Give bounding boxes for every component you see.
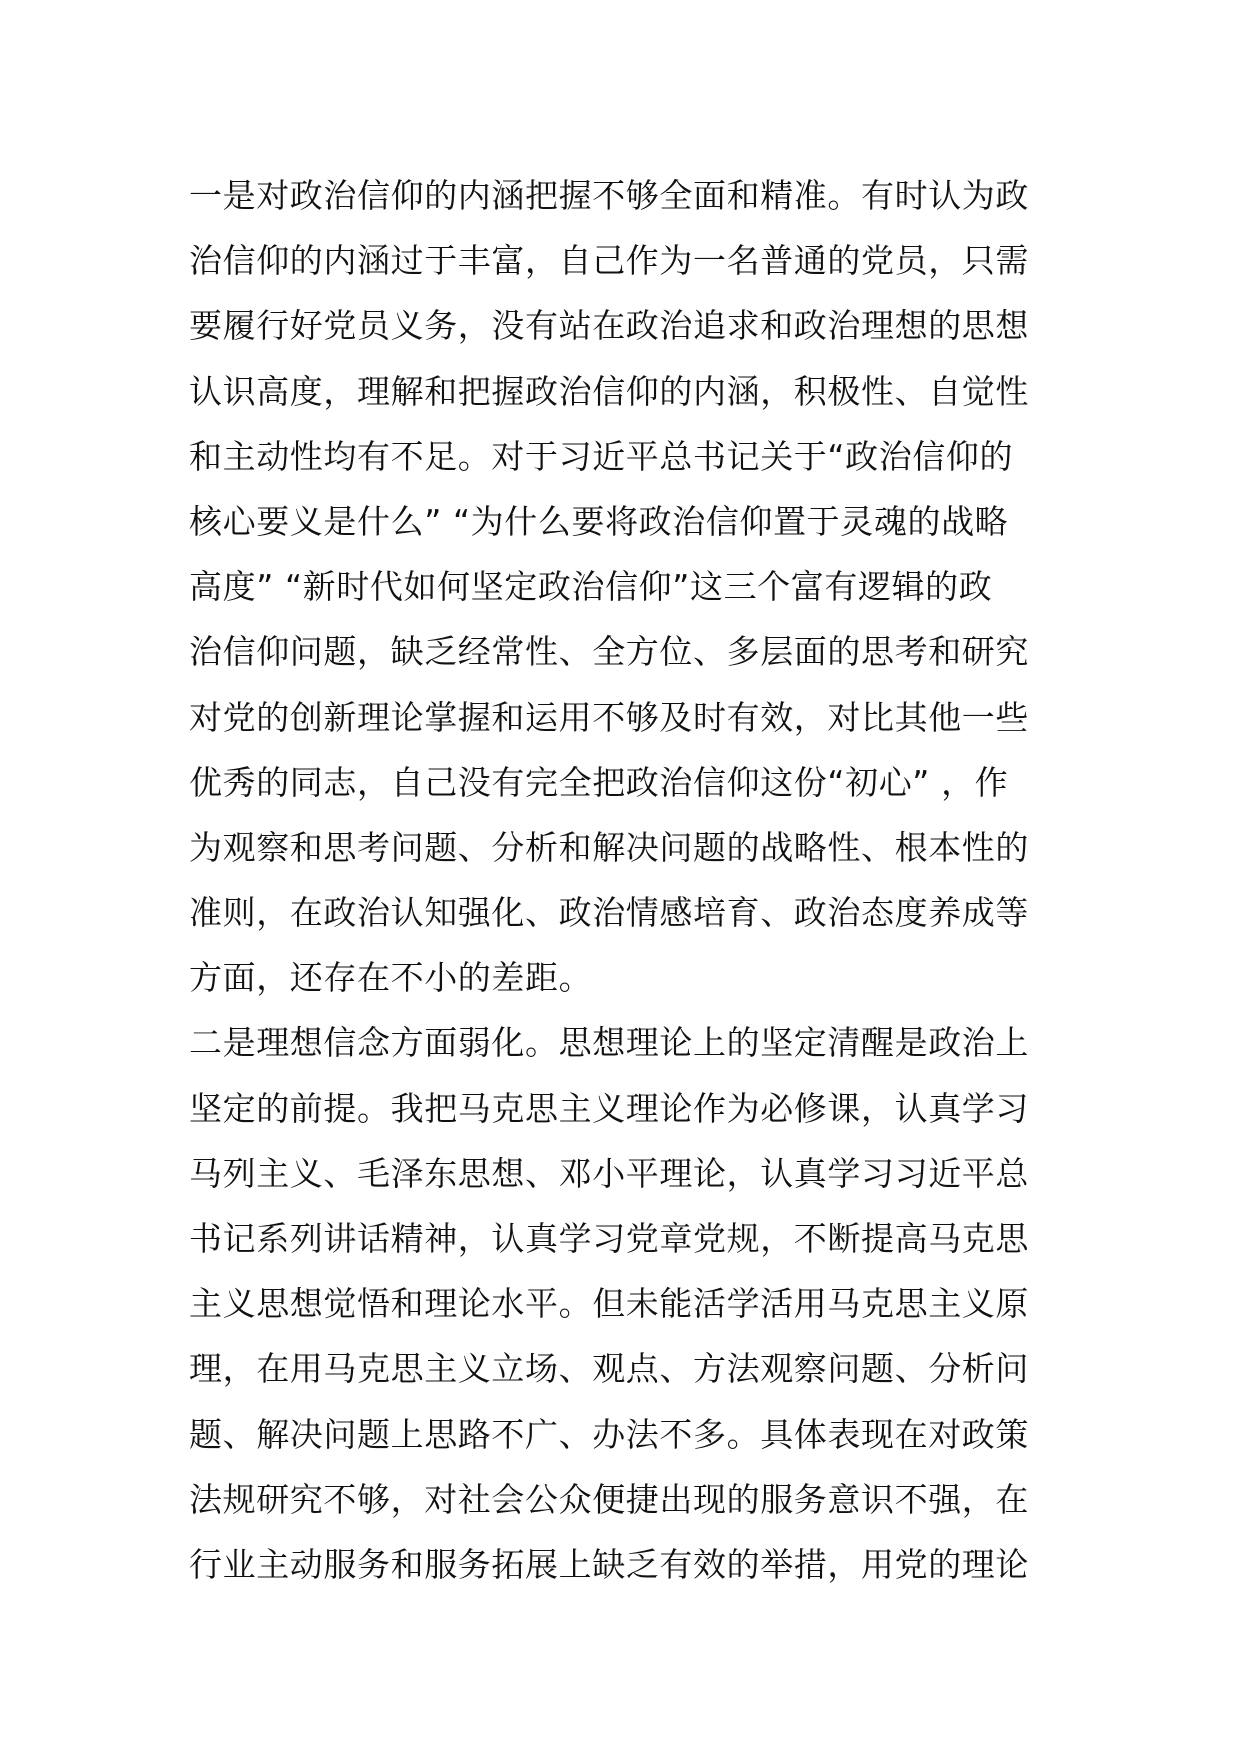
body-text (189, 163, 1069, 1597)
text-line: 理，在用马克思主义立场、观点、方法观察问题、分析问 (189, 1349, 1029, 1389)
text-line: 一是对政治信仰的内涵把握不够全面和精准。有时认为政 (189, 176, 1029, 215)
text-line: 题、解决问题上思路不广、办法不多。具体表现在对政策 (189, 1414, 1029, 1454)
text-line: 治信仰的内涵过于丰富，自己作为一名普通的党员，只需 (189, 241, 1029, 281)
text-line: 马列主义、毛泽东思想、邓小平理论，认真学习习近平总 (189, 1153, 1029, 1193)
text-line: 高度” “新时代如何坚定政治信仰”这三个富有逻辑的政 (189, 567, 993, 607)
text-line: 坚定的前提。我把马克思主义理论作为必修课，认真学习 (189, 1088, 1029, 1128)
text-line: 行业主动服务和服务拓展上缺乏有效的举措，用党的理论 (189, 1544, 1029, 1584)
text-line: 为观察和思考问题、分析和解决问题的战略性、根本性的 (189, 827, 1029, 867)
text-line: 书记系列讲话精神，认真学习党章党规，不断提高马克思 (189, 1219, 1029, 1258)
text-line: 认识高度，理解和把握政治信仰的内涵，积极性、自觉性 (189, 371, 1029, 411)
text-line: 要履行好党员义务，没有站在政治追求和政治理想的思想 (189, 306, 1029, 346)
text-line: 二是理想信念方面弱化。思想理论上的坚定清醒是政治上 (189, 1023, 1029, 1063)
text-line: 核心要义是什么” “为什么要将政治信仰置于灵魂的战略 (189, 501, 1009, 541)
text-line: 准则，在政治认知强化、政治情感培育、政治态度养成等 (189, 893, 1029, 933)
text-line: 和主动性均有不足。对于习近平总书记关于“政治信仰的 (189, 436, 1014, 476)
text-line: 主义思想觉悟和理论水平。但未能活学活用马克思主义原 (189, 1284, 1029, 1324)
text-line: 治信仰问题，缺乏经常性、全方位、多层面的思考和研究 (189, 632, 1029, 672)
text-line: 方面，还存在不小的差距。 (189, 958, 593, 998)
text-line: 法规研究不够，对社会公众便捷出现的服务意识不强，在 (189, 1479, 1029, 1519)
text-line: 对党的创新理论掌握和运用不够及时有效，对比其他一些 (189, 697, 1029, 737)
text-line: 优秀的同志，自己没有完全把政治信仰这份“初心” ，作 (189, 762, 1009, 802)
